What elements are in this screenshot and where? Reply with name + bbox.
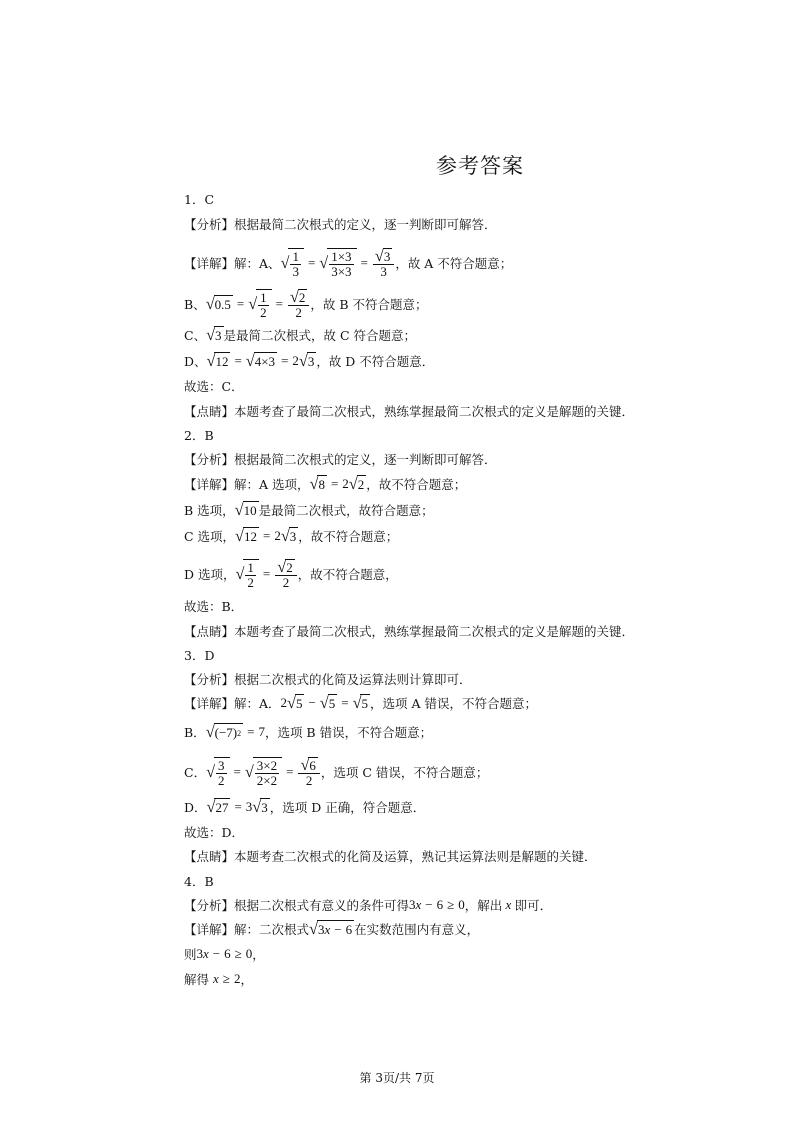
math-expression: √ 3 x − 6 <box>309 919 353 938</box>
page-title: 参考答案 <box>436 154 524 178</box>
q4-analysis: 【分析】根据二次根式有意义的条件可得 3 x − 6 ≥ 0 ，解出 x 即可． <box>184 897 553 913</box>
q1-detail-d: D、 √ 12 = √ 4×3 = 2 √ 3 ，故 D 不符合题意． <box>184 351 435 370</box>
math-expression: √ $\frac{1}{3}$ = √ $\frac{1\times 3}{3\times 3}$ = √ 3 3 <box>281 248 396 279</box>
q1-analysis: 【分析】根据最简二次根式的定义，逐一判断即可解答． <box>184 217 497 232</box>
q2-choice: 故选：B． <box>184 599 244 614</box>
q2-analysis: 【分析】根据最简二次根式的定义，逐一判断即可解答． <box>184 452 497 467</box>
q3-detail-a: 【详解】解：A． 2 √ 5 − √ 5 = √ 5 ，选项 A 错误，不符合题意； <box>184 693 537 712</box>
q3-detail-d: D． √ 27 = 3 √ 3 ，选项 D 正确，符合题意． <box>184 797 426 816</box>
math-expression: √ 12 = √ 4×3 = 2 √ 3 <box>206 351 315 370</box>
q4-answer: 4．B <box>184 874 214 889</box>
math-expression: √ 8 = 2 √ 2 <box>309 474 365 493</box>
q2-detail-c: C 选项， √ 12 = 2 √ 3 ，故不符合题意； <box>184 526 399 545</box>
page-footer: 第 3页/共 7页 <box>359 1071 435 1085</box>
q4-then: 则 3 x − 6 ≥ 0 ， <box>184 946 265 962</box>
math-expression: 3 x − 6 ≥ 0 <box>409 897 465 912</box>
q3-answer: 3．D <box>184 648 215 663</box>
q3-comment: 【点睛】本题考查二次根式的化简及运算，熟记其运算法则是解题的关键． <box>184 849 597 864</box>
q2-detail-a: 【详解】解：A 选项， √ 8 = 2 √ 2 ，故不符合题意； <box>184 474 467 493</box>
q2-answer: 2．B <box>184 428 214 443</box>
math-expression: 3 x − 6 ≥ 0 <box>196 946 253 961</box>
math-expression: √ (−7) 2 = 7 <box>205 722 265 741</box>
q3-detail-c: C． √ $\frac{3}{2}$ = √ $\frac{3\times 2}{2\times 2}$ = √ 6 2 ，选项 C 错误，不符合题意； <box>184 755 489 788</box>
q3-choice: 故选：D． <box>184 825 245 840</box>
math-expression: √ 3 <box>206 325 222 344</box>
q3-detail-b: B． √ (−7) 2 = 7 ，选项 B 错误，不符合题意； <box>184 722 433 741</box>
math-expression: x <box>502 897 515 912</box>
math-expression: x ≥ 2 <box>213 971 241 986</box>
q4-detail: 【详解】解：二次根式 √ 3 x − 6 在实数范围内有意义， <box>184 919 480 938</box>
q2-detail-d: D 选项， √ $\frac{1}{2}$ = √ 2 2 ，故不符合题意， <box>184 557 398 590</box>
q2-comment: 【点睛】本题考查了最简二次根式，熟练掌握最简二次根式的定义是解题的关键． <box>184 624 635 639</box>
q1-detail-c: C、 √ 3 是最简二次根式，故 C 符合题意； <box>184 325 417 344</box>
math-expression: 2 √ 5 − √ 5 = √ 5 <box>280 693 368 712</box>
q1-comment: 【点睛】本题考查了最简二次根式，熟练掌握最简二次根式的定义是解题的关键． <box>184 404 635 419</box>
q2-detail-b: B 选项， √ 10 是最简二次根式，故符合题意； <box>184 500 434 519</box>
math-expression: √ 12 = 2 √ 3 <box>235 526 297 545</box>
math-expression: √ $\frac{3}{2}$ = √ $\frac{3\times 2}{2\times 2}$ = √ 6 2 <box>206 757 321 788</box>
q1-choice: 故选：C． <box>184 379 244 394</box>
math-expression: √ 10 <box>234 500 257 519</box>
q3-analysis: 【分析】根据二次根式的化简及运算法则计算即可． <box>184 672 472 687</box>
math-expression: √ $\frac{1}{2}$ = √ 2 2 <box>236 559 298 590</box>
q4-solve: 解得 x ≥ 2 ， <box>184 971 253 987</box>
q1-detail-a: 【详解】解：A、 √ $\frac{1}{3}$ = √ $\frac{1\times 3}{3\times 3}$ = √ 3 3 ，故 A 不符合题意； <box>184 246 513 279</box>
q1-detail-b: B、 √ 0.5 = √ $\frac{1}{2}$ = √ 2 2 ，故 B 不符合题意； <box>184 287 428 320</box>
math-expression: √ 27 = 3 √ 3 <box>206 797 268 816</box>
q1-answer: 1．C <box>184 192 215 207</box>
math-expression: √ 0.5 = √ $\frac{1}{2}$ = √ 2 2 <box>206 289 311 320</box>
